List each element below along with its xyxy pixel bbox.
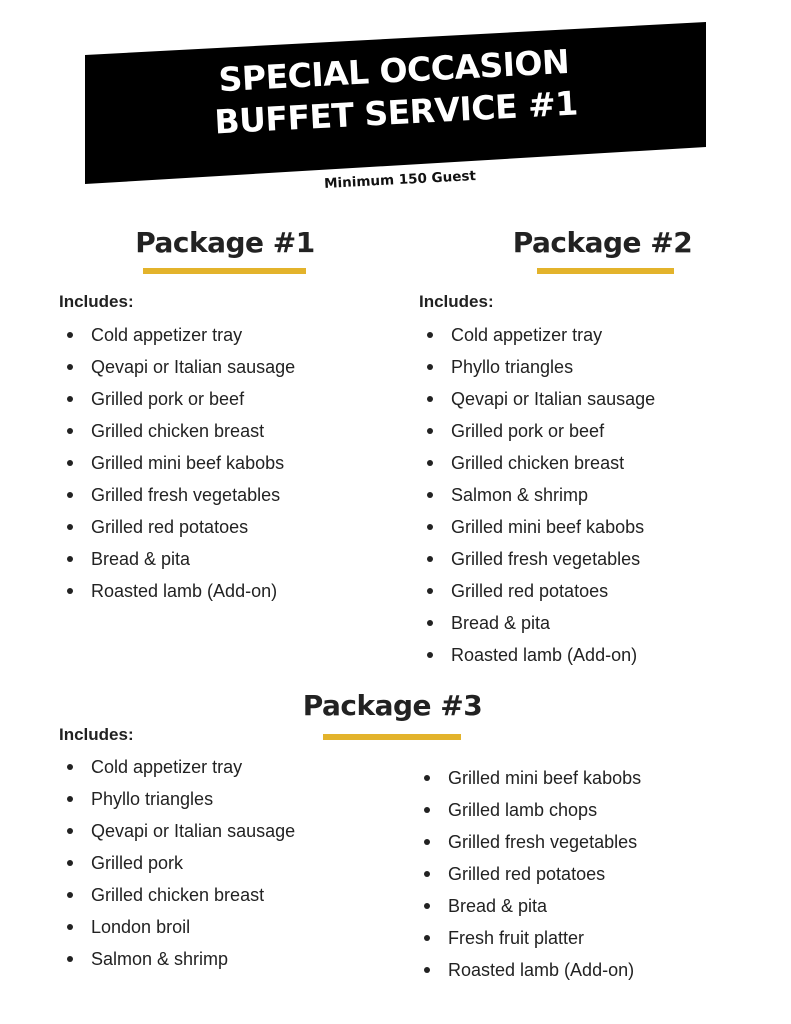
package-3-includes-label: Includes: xyxy=(59,725,134,744)
bullet-icon xyxy=(427,460,433,466)
list-item-label: Roasted lamb (Add-on) xyxy=(451,645,638,665)
list-item-label: London broil xyxy=(91,917,191,937)
list-item-label: Qevapi or Italian sausage xyxy=(451,389,656,409)
package-2-underline xyxy=(537,268,674,274)
package-1-includes-label: Includes: xyxy=(59,292,134,311)
bullet-icon xyxy=(67,892,73,898)
list-item xyxy=(59,351,295,383)
bullet-icon xyxy=(424,807,430,813)
package-3-item-list-left xyxy=(59,751,295,975)
bullet-icon xyxy=(427,332,433,338)
bullet-icon xyxy=(424,871,430,877)
bullet-icon xyxy=(67,364,73,370)
list-item xyxy=(59,751,295,783)
list-item-label: Grilled mini beef kabobs xyxy=(451,517,645,537)
list-item-label: Grilled chicken breast xyxy=(91,885,265,905)
bullet-icon xyxy=(67,796,73,802)
list-item-label: Bread & pita xyxy=(448,896,548,916)
list-item xyxy=(59,447,295,479)
bullet-icon xyxy=(67,460,73,466)
list-item xyxy=(419,415,655,447)
list-item-label: Grilled red potatoes xyxy=(448,864,606,884)
list-item-label: Cold appetizer tray xyxy=(91,757,243,777)
list-item xyxy=(59,319,295,351)
bullet-icon xyxy=(427,364,433,370)
list-item-label: Grilled red potatoes xyxy=(451,581,609,601)
list-item-label: Phyllo triangles xyxy=(451,357,574,377)
list-item-label: Grilled pork xyxy=(91,853,184,873)
package-3-title: Package #3 xyxy=(302,689,483,722)
list-item xyxy=(59,847,295,879)
bullet-icon xyxy=(67,828,73,834)
list-item-label: Grilled fresh vegetables xyxy=(451,549,641,569)
list-item xyxy=(59,543,295,575)
list-item-label: Grilled mini beef kabobs xyxy=(91,453,285,473)
list-item xyxy=(419,351,655,383)
bullet-icon xyxy=(67,956,73,962)
title-line-1: SPECIAL OCCASION xyxy=(217,41,571,100)
package-2-title: Package #2 xyxy=(512,226,693,259)
list-item-label: Salmon & shrimp xyxy=(91,949,229,969)
bullet-icon xyxy=(424,903,430,909)
bullet-icon xyxy=(67,556,73,562)
bullet-icon xyxy=(427,652,433,658)
list-item xyxy=(59,783,295,815)
bullet-icon xyxy=(427,556,433,562)
list-item xyxy=(419,575,655,607)
list-item-label: Grilled pork or beef xyxy=(91,389,245,409)
list-item xyxy=(419,447,655,479)
list-item-label: Roasted lamb (Add-on) xyxy=(91,581,278,601)
bullet-icon xyxy=(67,924,73,930)
package-2-item-list xyxy=(419,319,655,671)
list-item-label: Salmon & shrimp xyxy=(451,485,589,505)
minimum-guest-note: Minimum 150 Guest xyxy=(323,168,477,192)
list-item xyxy=(59,943,295,975)
bullet-icon xyxy=(424,775,430,781)
package-2-includes-label: Includes: xyxy=(419,292,494,311)
bullet-icon xyxy=(427,428,433,434)
list-item xyxy=(59,879,295,911)
list-item xyxy=(419,543,655,575)
package-1-item-list xyxy=(59,319,295,607)
bullet-icon xyxy=(67,396,73,402)
list-item-label: Grilled chicken breast xyxy=(91,421,265,441)
package-3-underline xyxy=(323,734,461,740)
bullet-icon xyxy=(427,620,433,626)
list-item-label: Bread & pita xyxy=(91,549,191,569)
list-item xyxy=(59,383,295,415)
bullet-icon xyxy=(427,588,433,594)
bullet-icon xyxy=(427,492,433,498)
bullet-icon xyxy=(67,492,73,498)
list-item xyxy=(419,511,655,543)
bullet-icon xyxy=(427,524,433,530)
list-item xyxy=(419,319,655,351)
list-item-label: Qevapi or Italian sausage xyxy=(91,821,296,841)
list-item xyxy=(419,639,655,671)
title-line-2: BUFFET SERVICE #1 xyxy=(213,83,579,142)
bullet-icon xyxy=(67,764,73,770)
list-item xyxy=(59,575,295,607)
list-item xyxy=(416,826,641,858)
bullet-icon xyxy=(424,935,430,941)
bullet-icon xyxy=(424,967,430,973)
list-item-label: Qevapi or Italian sausage xyxy=(91,357,296,377)
list-item-label: Grilled fresh vegetables xyxy=(91,485,281,505)
list-item xyxy=(416,954,641,986)
list-item-label: Grilled lamb chops xyxy=(448,800,598,820)
list-item-label: Grilled chicken breast xyxy=(451,453,625,473)
package-1-title: Package #1 xyxy=(135,226,315,259)
list-item xyxy=(59,815,295,847)
list-item-label: Cold appetizer tray xyxy=(91,325,243,345)
bullet-icon xyxy=(67,588,73,594)
bullet-icon xyxy=(424,839,430,845)
list-item-label: Grilled pork or beef xyxy=(451,421,605,441)
package-3-item-list-right xyxy=(416,762,641,986)
list-item xyxy=(59,511,295,543)
list-item-label: Roasted lamb (Add-on) xyxy=(448,960,635,980)
bullet-icon xyxy=(67,332,73,338)
list-item-label: Fresh fruit platter xyxy=(448,928,585,948)
list-item-label: Grilled fresh vegetables xyxy=(448,832,638,852)
list-item xyxy=(419,383,655,415)
list-item xyxy=(416,890,641,922)
list-item xyxy=(419,479,655,511)
list-item xyxy=(59,911,295,943)
list-item xyxy=(419,607,655,639)
list-item xyxy=(416,794,641,826)
list-item xyxy=(416,762,641,794)
bullet-icon xyxy=(67,860,73,866)
package-1-underline xyxy=(143,268,306,274)
list-item-label: Grilled red potatoes xyxy=(91,517,249,537)
list-item-label: Bread & pita xyxy=(451,613,551,633)
list-item-label: Grilled mini beef kabobs xyxy=(448,768,642,788)
list-item xyxy=(59,415,295,447)
bullet-icon xyxy=(67,428,73,434)
list-item-label: Cold appetizer tray xyxy=(451,325,603,345)
list-item xyxy=(416,858,641,890)
list-item xyxy=(416,922,641,954)
list-item-label: Phyllo triangles xyxy=(91,789,214,809)
list-item xyxy=(59,479,295,511)
bullet-icon xyxy=(427,396,433,402)
bullet-icon xyxy=(67,524,73,530)
